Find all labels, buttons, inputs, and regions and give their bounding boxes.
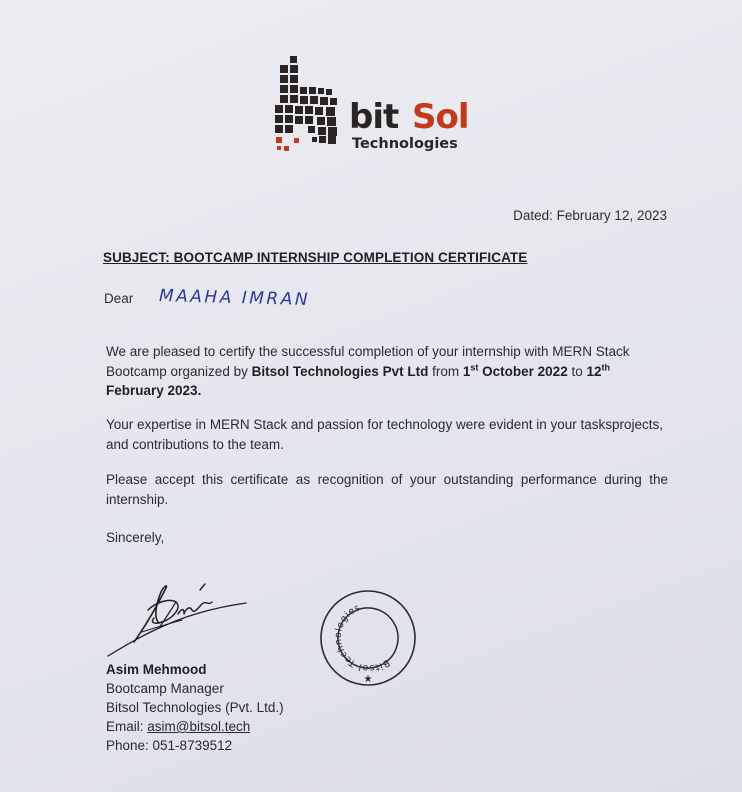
- body-paragraph-1: [106, 342, 668, 401]
- p1-text-2: from: [428, 363, 463, 379]
- signer-name: Asim Mehmood: [106, 662, 207, 677]
- p1-start-suffix: st: [470, 362, 479, 372]
- p1-end-rest: February 2023: [106, 383, 198, 398]
- company-logo: [272, 54, 482, 156]
- signature-handwritten: [104, 578, 254, 662]
- recipient-name-handwritten: MAAHA IMRAN: [159, 286, 311, 310]
- p1-end-day: 12: [586, 363, 602, 379]
- signer-email-link[interactable]: asim@bitsol.tech: [147, 719, 251, 734]
- signature-icon: [104, 578, 254, 662]
- star-icon: ★: [363, 674, 373, 685]
- signer-company: Bitsol Technologies (Pvt. Ltd.): [106, 700, 284, 715]
- signer-block: [106, 660, 284, 755]
- signer-email: [106, 717, 284, 736]
- brand-sub-text: Technologies: [352, 136, 458, 152]
- signer-phone: Phone: 051-8739512: [106, 738, 233, 753]
- svg-text:Bitsol Technologies (PVT) Limi: [316, 601, 404, 690]
- signer-email-label: Email:: [106, 719, 148, 734]
- p1-text-3: to: [567, 363, 587, 379]
- body-paragraph-2: Your expertise in MERN Stack and passion for technology were evident in your tasksprojects, and contributions to the team.: [106, 417, 664, 452]
- bitsol-logo-graphic: [272, 54, 482, 156]
- p1-start-day: 1: [462, 363, 471, 379]
- p1-end-suffix: th: [601, 362, 610, 372]
- stamp-seal-icon: [316, 586, 420, 690]
- brand-suffix-text: Sol: [412, 97, 469, 137]
- brand-prefix-text: bit: [349, 97, 399, 137]
- salutation: [104, 288, 310, 308]
- signer-title: Bootcamp Manager: [106, 681, 224, 696]
- stamp-text: Bitsol Technologies: [332, 602, 392, 674]
- salutation-label: Dear: [104, 291, 134, 306]
- letter-date: Dated: February 12, 2023: [513, 208, 667, 223]
- p1-period: .: [197, 383, 202, 398]
- p1-text-1: We are pleased to certify the successful completion of your internship with MERN Stack Bootcamp organized by: [106, 344, 630, 379]
- closing: Sincerely,: [106, 530, 165, 545]
- p1-company: Bitsol Technologies Pvt Ltd: [251, 363, 429, 379]
- letter-subject: SUBJECT: BOOTCAMP INTERNSHIP COMPLETION CERTIFICATE: [103, 250, 528, 265]
- body-paragraph-3: Please accept this certificate as recognition of your outstanding performance during the internship.: [106, 472, 668, 507]
- company-stamp: [316, 586, 420, 690]
- p1-start-date: [463, 364, 568, 379]
- p1-start-rest: October 2022: [478, 363, 568, 379]
